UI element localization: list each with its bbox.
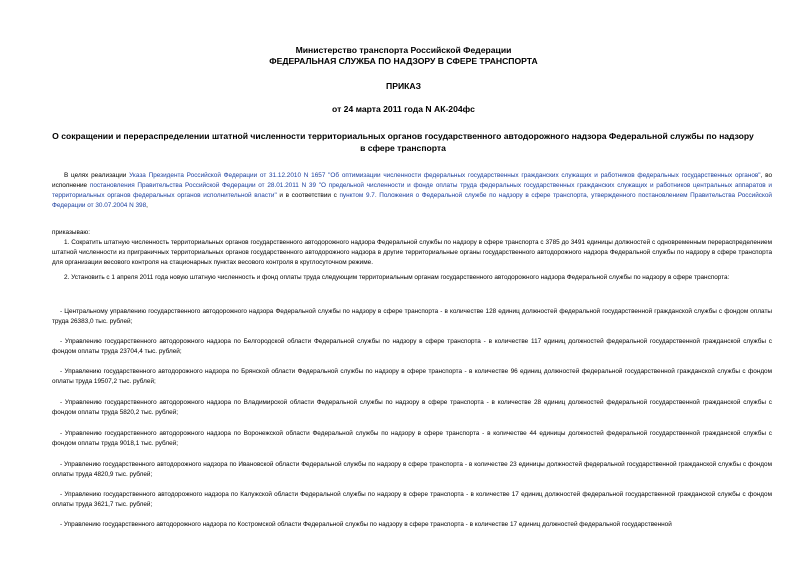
preamble-paragraph [52, 171, 772, 211]
list-item: - Управлению государственного автодорожного надзора по Воронежской области Федеральной службы по надзору в сфере транспорта - в количестве 44 единицы должностей федеральной государственной гражданской службы с фондом оплаты труда 9018,1 тыс. рублей; [52, 430, 772, 447]
orders-word: приказываю: [52, 229, 90, 236]
preamble-end: , [146, 202, 148, 209]
preamble-mid2: и в соответствии с [276, 192, 337, 199]
list-item: - Управлению государственного автодорожного надзора по Калужской области Федеральной службы по надзору в сфере транспорта - в количестве 17 единиц должностей федеральной государственной гражданской службы с фондом оплаты труда 3621,7 тыс. рублей; [52, 491, 772, 508]
paragraph-2: 2. Установить с 1 апреля 2011 года новую штатную численность и фонд оплаты труда следующим территориальным органам государственного автодорожного надзора Федеральной службы по надзору в сфере транспорта: [64, 274, 730, 281]
regulation-clause-link[interactable]: пунктом 9.7. Положения о Федеральной службе по надзору в сфере транспорта, утвержденного постановлением Правительства Российской Федерации от 30.07.2004 N 398 [52, 192, 772, 209]
document-type: ПРИКАЗ [386, 81, 421, 91]
list-item: - Центральному управлению государственного автодорожного надзора Федеральной службы по надзору в сфере транспорта - в количестве 128 единиц должностей федеральной государственной гражданской службы с фондом оплаты труда 26383,0 тыс. рублей; [52, 308, 772, 325]
document-date-number: от 24 марта 2011 года N АК-204фс [332, 104, 475, 114]
list-item: - Управлению государственного автодорожного надзора по Костромской области Федеральной службы по надзору в сфере транспорта - в количестве 17 единиц должностей федеральной государственной [60, 521, 672, 528]
document-subject: О сокращении и перераспределении штатной численности территориальных органов государственного автодорожного надзора Федеральной службы по надзору в сфере транспорта [52, 131, 754, 153]
list-item: - Управлению государственного автодорожного надзора по Брянской области Федеральной службы по надзору в сфере транспорта - в количестве 96 единиц должностей федеральной государственной гражданской службы с фондом оплаты труда 19507,2 тыс. рублей; [52, 368, 772, 385]
list-item: - Управлению государственного автодорожного надзора по Владимирской области Федеральной службы по надзору в сфере транспорта - в количестве 28 единиц должностей федеральной государственной гражданской службы с фондом оплаты труда 5820,2 тыс. рублей; [52, 399, 772, 416]
ministry-name: Министерство транспорта Российской Федерации [295, 45, 512, 55]
preamble-mid1: , во исполнение [52, 172, 773, 189]
list-item: - Управлению государственного автодорожного надзора по Ивановской области Федеральной службы по надзору в сфере транспорта - в количестве 23 единицы должностей федеральной государственной гражданской службы с фондом оплаты труда 4820,9 тыс. рублей; [52, 461, 772, 478]
preamble-intro: В целях реализации [64, 172, 127, 179]
paragraph-1: 1. Сократить штатную численность территориальных органов государственного автодорожного надзора Федеральной службы по надзору в сфере транспорта с 3785 до 3491 единицы должностей с одновременным перераспределением штатной численности из приграничных территориальных органов государственного автодорожного надзора в другие территориальные органы государственного автодорожного надзора Федеральной службы по надзору в сфере транспорта для организации весового контроля на стационарных пунктах весового контроля в круглосуточном режиме. [52, 239, 772, 266]
government-resolution-link[interactable]: постановления Правительства Российской Федерации от 28.01.2011 N 39 "О предельной численности и фонде оплаты труда федеральных государственных гражданских служащих и работников центральных аппаратов и территориальных органов федеральных органов исполнительной власти" [52, 182, 772, 199]
service-name: ФЕДЕРАЛЬНАЯ СЛУЖБА ПО НАДЗОРУ В СФЕРЕ ТРАНСПОРТА [269, 56, 538, 66]
decree-link[interactable]: Указа Президента Российской Федерации от 31.12.2010 N 1657 "Об оптимизации численности федеральных государственных гражданских служащих и работников федеральных государственных органов" [129, 172, 761, 179]
list-item: - Управлению государственного автодорожного надзора по Белгородской области Федеральной службы по надзору в сфере транспорта - в количестве 117 единиц должностей федеральной государственной гражданской службы с фондом оплаты труда 23704,4 тыс. рублей; [52, 338, 772, 355]
